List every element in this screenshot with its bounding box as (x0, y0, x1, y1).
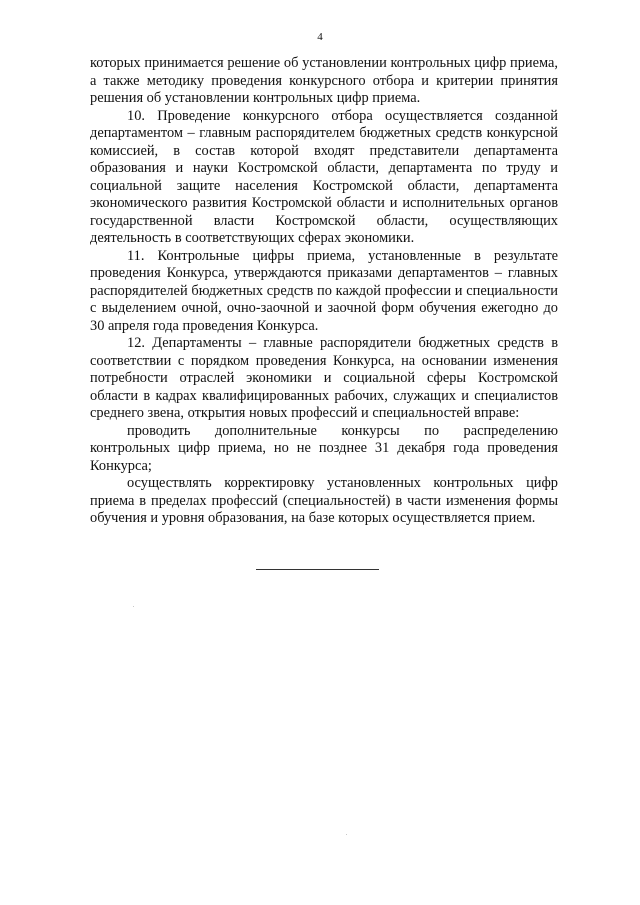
paragraph-item-10: 10. Проведение конкурсного отбора осуществляется созданной департаментом – главным распорядителем бюджетных средств конкурсной комиссией, в состав которой входят представители департамента образования и науки Костромской области, департамента по труду и социальной защите населения Костромской области, департамента экономического развития Костромской области и исполнительных органов государственной власти Костромской области, осуществляющих деятельность в соответствующих сферах экономики. (90, 107, 558, 246)
paragraph-item-12: 12. Департаменты – главные распорядители бюджетных средств в соответствии с порядком проведения Конкурса, на основании изменения потребности отраслей экономики и социальной сферы Костромской области в кадрах квалифицированных рабочих, служащих и специалистов среднего звена, открытия новых профессий и специальностей вправе: (90, 335, 558, 421)
scan-speck (346, 834, 347, 835)
page-number: 4 (317, 31, 323, 43)
paragraph-item-12-b: осуществлять корректировку установленных контрольных цифр приема в пределах профессий (специальностей) в части изменения формы обучения и уровня образования, на базе которых осуществляется прием. (90, 475, 558, 526)
end-divider-line (256, 569, 379, 570)
document-body (90, 55, 558, 528)
paragraph-item-12-a: проводить дополнительные конкурсы по распределению контрольных цифр приема, но не позднее 31 декабря года проведения Конкурса; (90, 422, 558, 474)
paragraph-continuation: которых принимается решение об установлении контрольных цифр приема, а также методику проведения конкурсного отбора и критерии принятия решения об установлении контрольных цифр приема. (90, 55, 558, 106)
paragraph-item-11: 11. Контрольные цифры приема, установленные в результате проведения Конкурса, утверждаются приказами департаментов – главных распорядителей бюджетных средств по каждой профессии и специальности с выделением очной, очно-заочной и заочной форм обучения ежегодно до 30 апреля года проведения Конкурса. (90, 247, 558, 334)
scan-speck (133, 606, 134, 607)
